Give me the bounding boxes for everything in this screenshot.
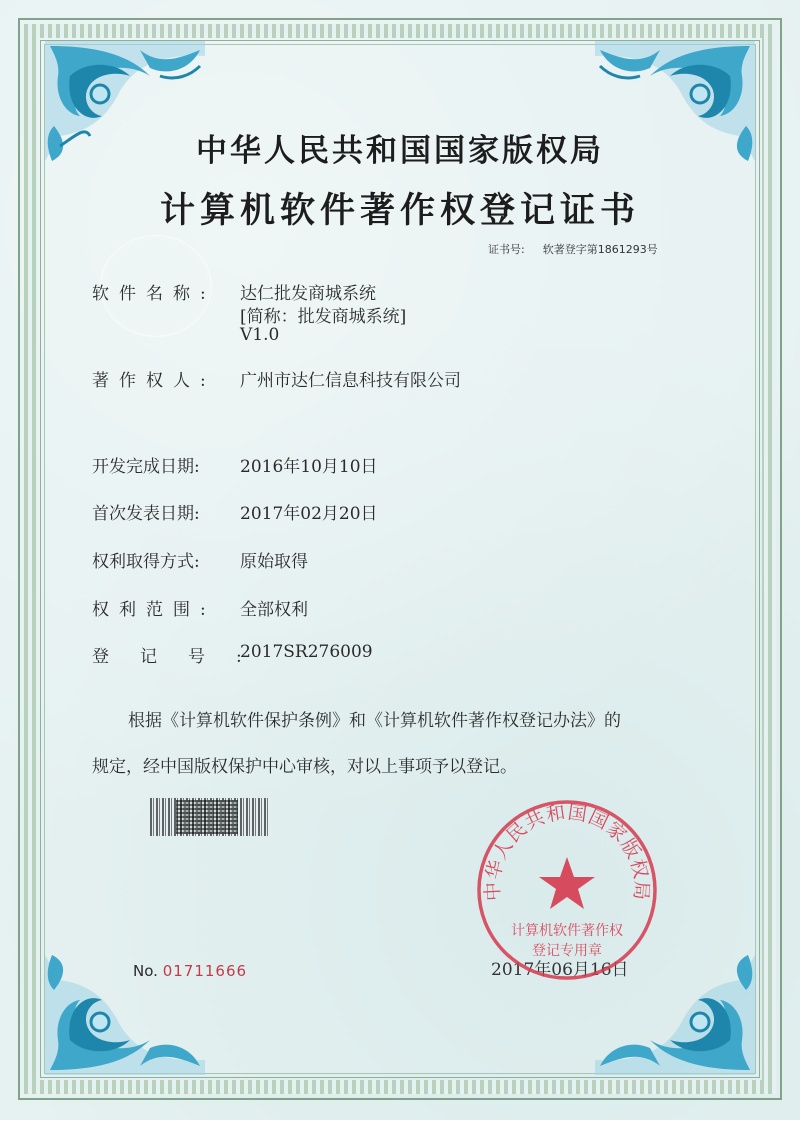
development-date-value: 2016年10月10日 bbox=[240, 457, 378, 477]
issuing-authority: 中华人民共和国国家版权局 bbox=[196, 133, 604, 169]
barcode-pattern bbox=[176, 800, 238, 834]
body-text-line-2: 规定，经中国版权保护中心审核，对以上事项予以登记。 bbox=[92, 757, 517, 777]
certificate-number bbox=[488, 241, 658, 257]
registration-number-label: 登记号: bbox=[92, 647, 273, 667]
scope-of-rights-label: 权利范围: bbox=[92, 600, 216, 620]
seal-outer-text: 中华人民共和国国家版权局 bbox=[481, 801, 653, 902]
first-publish-date-label: 首次发表日期: bbox=[92, 504, 200, 524]
acquisition-method-label: 权利取得方式: bbox=[92, 552, 200, 572]
registration-number-value: 2017SR276009 bbox=[240, 642, 373, 662]
serial-number bbox=[133, 962, 247, 980]
software-short-name: [简称：批发商城系统] bbox=[240, 307, 407, 327]
certificate-title: 计算机软件著作权登记证书 bbox=[159, 191, 640, 231]
copyright-owner-label: 著作权人: bbox=[92, 371, 216, 391]
page-bottom-margin bbox=[0, 1120, 800, 1142]
official-seal bbox=[472, 795, 662, 985]
seal-inner-line-1: 计算机软件著作权 bbox=[511, 923, 623, 939]
scope-of-rights-value: 全部权利 bbox=[240, 600, 308, 620]
acquisition-method-value: 原始取得 bbox=[240, 552, 308, 572]
certificate-number-value: 软著登字第1861293号 bbox=[542, 243, 658, 256]
body-text-line-1: 根据《计算机软件保护条例》和《计算机软件著作权登记办法》的 bbox=[128, 711, 621, 731]
development-date-label: 开发完成日期: bbox=[92, 457, 200, 477]
seal-star-icon bbox=[539, 857, 595, 909]
software-name-value: 达仁批发商城系统 bbox=[240, 284, 376, 304]
software-version: V1.0 bbox=[240, 325, 280, 345]
certificate-number-label: 证书号: bbox=[488, 243, 525, 256]
software-name-label: 软件名称: bbox=[92, 284, 216, 304]
issue-date: 2017年06月16日 bbox=[491, 960, 629, 980]
first-publish-date-value: 2017年02月20日 bbox=[240, 504, 378, 524]
serial-prefix: No. bbox=[133, 962, 158, 980]
copyright-owner-value: 广州市达仁信息科技有限公司 bbox=[240, 371, 461, 391]
seal-inner-line-2: 登记专用章 bbox=[532, 943, 602, 959]
serial-number-value: 01711666 bbox=[162, 962, 248, 980]
